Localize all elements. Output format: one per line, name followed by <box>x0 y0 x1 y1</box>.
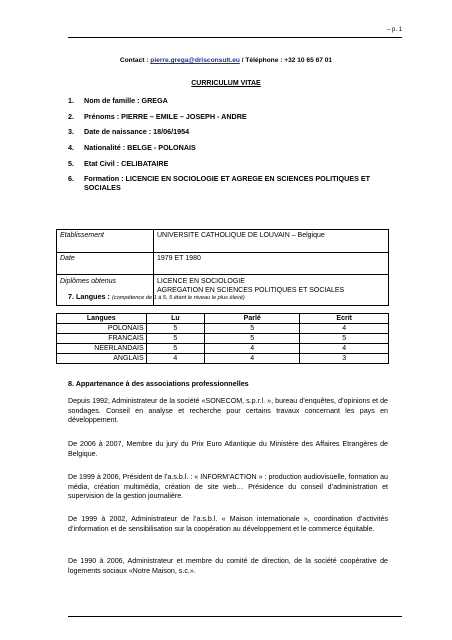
table-cell: 4 <box>300 324 389 334</box>
languages-table <box>56 313 389 364</box>
column-header: Ecrit <box>300 314 389 324</box>
contact-line <box>0 57 452 64</box>
info-item-formation <box>68 174 388 192</box>
info-item-number: 2. <box>68 111 74 121</box>
association-paragraph: Depuis 1992, Administrateur de la société «SONECOM, s.p.r.l. », bureau d’enquêtes, d’opinions et de sondages. Conseil en analyse et recherche pour certains travaux concernant les pays en développement. <box>68 397 388 425</box>
languages-heading <box>68 292 245 301</box>
info-item-text: Date de naissance : 18/06/1954 <box>84 127 190 137</box>
table-cell: 5 <box>146 324 204 334</box>
info-item-nom <box>68 96 388 105</box>
table-cell: 5 <box>300 334 389 344</box>
contact-phone: / Téléphone : +32 10 65 67 01 <box>239 57 333 64</box>
contact-prefix: Contact : <box>119 57 151 64</box>
language-cell: POLONAIS <box>57 324 147 334</box>
table-row <box>57 230 389 253</box>
diplome-1: LICENCE EN SOCIOLOGIE <box>157 278 245 285</box>
language-cell: NEERLANDAIS <box>57 344 147 354</box>
info-item-etat-civil <box>68 159 388 168</box>
table-header-row <box>57 314 389 324</box>
languages-note: (compétence de 1 à 5, 5 étant le niveau le plus élevé) <box>111 295 245 301</box>
table-row <box>57 324 389 334</box>
info-item-nationalite <box>68 143 388 152</box>
info-item-naissance <box>68 127 388 136</box>
info-item-text: Formation : LICENCIE EN SOCIOLOGIE ET AGREGE EN SCIENCES POLITIQUES ET SOCIALES <box>84 174 371 193</box>
page-number: – p. 1 <box>386 27 402 33</box>
language-cell: FRANCAIS <box>57 334 147 344</box>
table-cell: 4 <box>146 354 204 364</box>
table-cell: 4 <box>300 344 389 354</box>
table-row <box>57 354 389 364</box>
etablissement-value: UNIVERSITE CATHOLIQUE DE LOUVAIN – Belgique <box>154 230 389 253</box>
association-paragraph: De 1990 à 2006, Administrateur et membre du comité de direction, de la société coopérative de logements sociaux «Notre Maison, s.c.». <box>68 557 388 575</box>
info-item-text: Nom de famille : GREGA <box>84 96 168 105</box>
date-value: 1979 ET 1980 <box>154 253 389 275</box>
contact-email-link[interactable]: pierre.grega@drisconsult.eu <box>150 57 240 64</box>
association-paragraph: De 1999 à 2006, Président de l’a.s.b.l. : « INFORM’ACTION » : production audiovisuelle, formation au média, création multimédia, création de site web… Présidence du conseil d’administration et supervision de la gestion journalière. <box>68 473 388 501</box>
languages-heading-text: 7. Langues : <box>68 292 112 301</box>
associations-heading: 8. Appartenance à des associations professionnelles <box>68 379 249 388</box>
diplome-2: AGREGATION EN SCIENCES POLITIQUES ET SOCIALES <box>157 287 345 294</box>
personal-info-list <box>68 96 388 199</box>
table-cell: 5 <box>205 324 300 334</box>
header-rule <box>68 37 402 38</box>
language-cell: ANGLAIS <box>57 354 147 364</box>
diplomes-label: Diplômes obtenus <box>57 275 154 306</box>
table-row <box>57 344 389 354</box>
table-cell: 5 <box>205 334 300 344</box>
date-label: Date <box>57 253 154 275</box>
column-header: Langues <box>57 314 147 324</box>
info-item-text: Nationalité : BELGE - POLONAIS <box>84 143 196 153</box>
column-header: Lu <box>146 314 204 324</box>
etablissement-label: Etablissement <box>57 230 154 253</box>
info-item-number: 6. <box>68 174 74 184</box>
table-cell: 4 <box>205 354 300 364</box>
info-item-text: Etat Civil : CELIBATAIRE <box>84 158 169 168</box>
table-cell: 4 <box>205 344 300 354</box>
table-row <box>57 253 389 275</box>
info-item-number: 3. <box>68 127 74 137</box>
info-item-prenoms <box>68 112 388 121</box>
association-paragraph: De 1999 à 2002, Administrateur de l’a.s.b.l. « Maison internationale », coordination d’activités d’information et de sensibilisation sur la coopération au développement et le commerce équitable. <box>68 515 388 533</box>
column-header: Parlé <box>205 314 300 324</box>
cv-title: CURRICULUM VITAE <box>191 80 261 87</box>
footer-rule <box>68 616 402 617</box>
table-row <box>57 334 389 344</box>
table-cell: 3 <box>300 354 389 364</box>
info-item-number: 5. <box>68 158 74 168</box>
info-item-text: Prénoms : PIERRE – EMILE – JOSEPH - ANDRE <box>84 111 247 121</box>
info-item-number: 1. <box>68 96 74 105</box>
table-cell: 5 <box>146 344 204 354</box>
association-paragraph: De 2006 à 2007, Membre du jury du Prix Euro Atlantique du Ministère des Affaires Etrangères de Belgique. <box>68 440 388 458</box>
info-item-number: 4. <box>68 143 74 153</box>
table-cell: 5 <box>146 334 204 344</box>
